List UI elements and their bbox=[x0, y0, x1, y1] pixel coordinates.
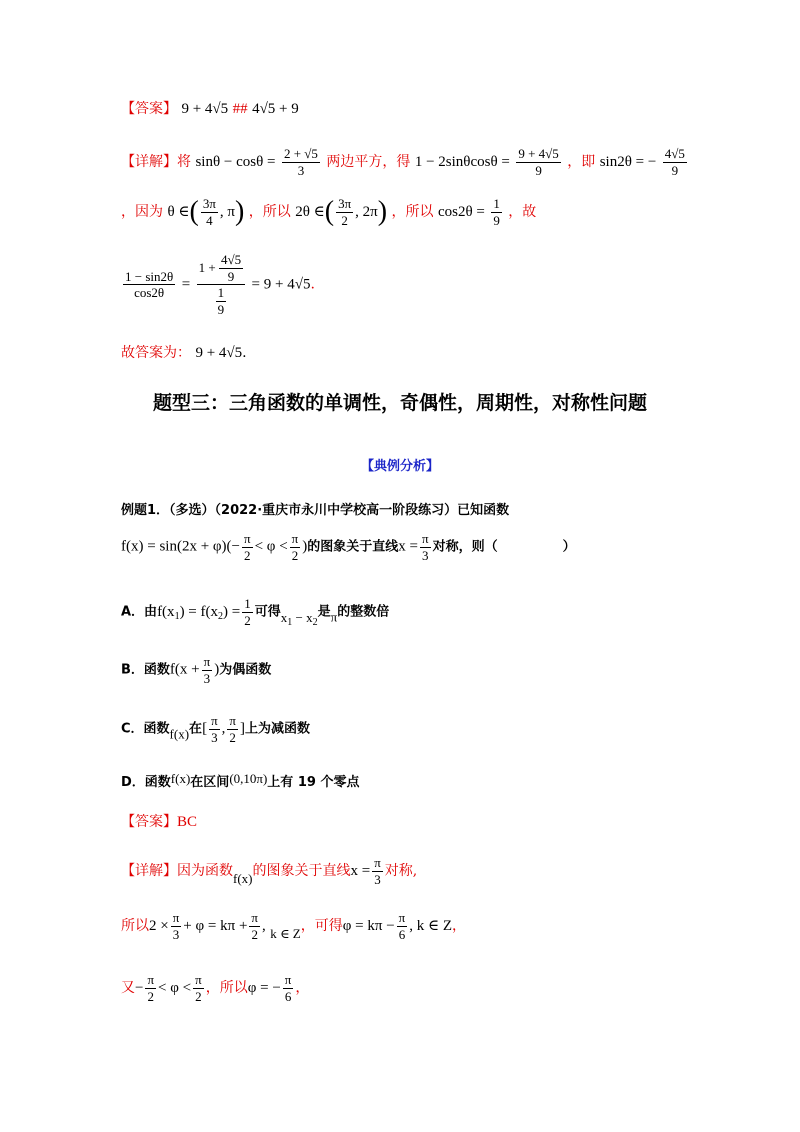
example-title: 例题1．（多选）（2022·重庆市永川中学校高一阶段练习）已知函数 bbox=[121, 503, 510, 518]
equation-part: 1 − 2sinθcosθ = bbox=[414, 154, 510, 171]
compound-fraction: 1 + $\frac{4√5}{9}$ $\frac{1}{9}$ bbox=[197, 252, 245, 317]
equation-part: θ ∈ bbox=[167, 204, 190, 221]
detail-text: 两边平方，得 bbox=[326, 154, 411, 171]
example-stem: f(x) = sin(2x + φ)(− $\frac{\pi}{2}$ < φ < $\frac{\pi}{2}$ )的图象关于直线x = $\frac{\pi}{3}$ 对称，则（ ） bbox=[121, 531, 576, 563]
fraction: $\frac{1 - \sin 2\theta}{\cos 2\theta}$ bbox=[125, 268, 174, 301]
final-answer-text: 故答案为： bbox=[121, 345, 191, 361]
answer-separator: ## bbox=[232, 101, 248, 117]
detail-line-4: 【详解】因为函数f(x)的图象关于直线x = $\frac{\pi}{3}$ 对称, bbox=[121, 855, 418, 887]
option-b: B．函数f(x + $\frac{\pi}{3}$ )为偶函数 bbox=[121, 654, 272, 686]
answer-tag: 【答案】 bbox=[121, 814, 177, 830]
fraction: $\frac{3\pi}{2}$ bbox=[338, 196, 352, 228]
fraction: $\frac{2 + √5}{3}$ bbox=[283, 146, 318, 178]
answer-expr-b: 4√5 + 9 bbox=[252, 101, 299, 117]
detail-text: ，因为 bbox=[121, 204, 163, 221]
detail-tag: 【详解】 bbox=[121, 154, 177, 171]
final-answer-expr: 9 + 4√5 bbox=[195, 345, 243, 361]
section-tag: 【典例分析】 bbox=[360, 459, 439, 474]
detail-line-2: ，因为 θ ∈( $\frac{3\pi}{4}$ , π) ，所以 2θ ∈( $\frac{3\pi}{2}$ , 2π) ，所以 cos2θ = $\frac{1}{9}$ ，故 bbox=[121, 196, 537, 228]
equation-part: sinθ − cosθ = bbox=[195, 154, 276, 171]
final-answer-line: 故答案为： 9 + 4√5. bbox=[121, 345, 247, 361]
fraction: $\frac{4√5}{9}$ bbox=[664, 146, 685, 178]
answer-value: BC bbox=[177, 814, 198, 830]
detail-line-1 bbox=[121, 146, 689, 178]
detail-line-6: 又− $\frac{\pi}{2}$ < φ < $\frac{\pi}{2}$ ，所以φ = − $\frac{\pi}{6}$ ， bbox=[121, 972, 310, 1004]
detail-text: ，所以 bbox=[391, 204, 434, 221]
answer-tag: 【答案】 bbox=[121, 101, 177, 117]
detail-text: ，故 bbox=[508, 204, 537, 221]
detail-text: ，所以 bbox=[248, 204, 291, 221]
equation-part: = 9 + 4√5 bbox=[251, 276, 311, 293]
equation-part: cos2θ = bbox=[437, 204, 485, 221]
equation-part: sin2θ = − bbox=[599, 154, 657, 171]
detail-text: ，即 bbox=[567, 154, 596, 171]
fraction: $\frac{9 + 4√5}{9}$ bbox=[518, 146, 559, 178]
fraction: $\frac{3\pi}{4}$ bbox=[202, 196, 216, 228]
option-d: D．函数f(x)在区间(0,10π)上有 19 个零点 bbox=[121, 771, 360, 790]
answer-line-2 bbox=[121, 813, 197, 831]
detail-line-3: $\frac{1 - \sin 2\theta}{\cos 2\theta}$ = 1 + $\frac{4√5}{9}$ $\frac{1}{9}$ = 9 + 4√5. bbox=[125, 252, 315, 317]
option-a: A．由$f(x_1) = f(x_2)$ = $\frac{1}{2}$ 可得$x_1 - x_2$是π的整数倍 bbox=[121, 596, 390, 628]
fraction: $\frac{1}{9}$ bbox=[493, 196, 500, 228]
detail-text: 将 bbox=[177, 154, 191, 171]
option-c: C．函数f(x)在[ $\frac{\pi}{3}$ , $\frac{\pi}{2}$ ]上为减函数 bbox=[121, 713, 310, 745]
detail-line-5: 所以2 × $\frac{\pi}{3}$ + φ = kπ + $\frac{\pi}{2}$ , k ∈ Z，可得φ = kπ − $\frac{\pi}{6}$ , k ∈ Z， bbox=[121, 910, 467, 942]
answer-line-1 bbox=[121, 100, 299, 118]
section-title: 题型三：三角函数的单调性，奇偶性，周期性，对称性问题 bbox=[152, 392, 647, 414]
detail-tag: 【详解】 bbox=[121, 863, 177, 880]
equation-part: 2θ ∈ bbox=[295, 204, 325, 221]
answer-expr-a: 9 + 4√5 bbox=[181, 101, 229, 117]
